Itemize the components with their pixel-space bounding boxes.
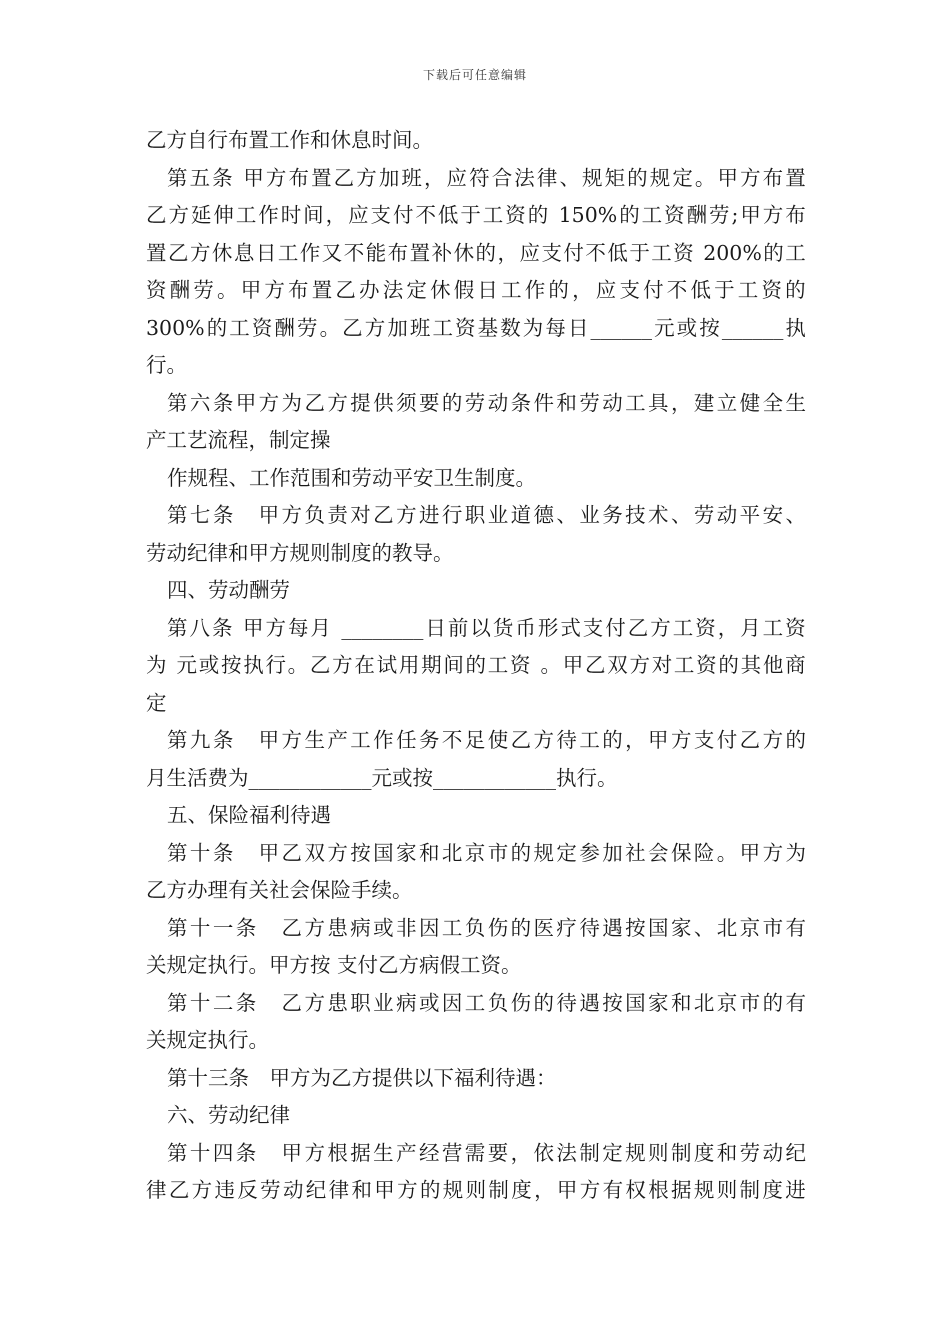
text-line: 关规定执行。甲方按 支付乙方病假工资。	[146, 953, 522, 977]
text-line: 第 五 条 甲 方 布 置 乙 方 加 班 ， 应 符 合 法 律 、 规 矩 的 规 定 。 甲 方 布 置	[167, 165, 806, 190]
text-line: 劳动纪律和甲方规则制度的教导。	[146, 540, 454, 565]
text-line: 第 十 二 条 乙 方 患 职 业 病 或 因 工 负 伤 的 待 遇 按 国 家 和 北 京 市 的 有	[167, 990, 806, 1015]
document-body	[146, 122, 806, 1210]
text-line: 第 六 条 甲 方 为 乙 方 提 供 须 要 的 劳 动 条 件 和 劳 动 工 具 ， 建 立 健 全 生	[167, 390, 806, 415]
text-line: 第 十 条 甲 乙 双 方 按 国 家 和 北 京 市 的 规 定 参 加 社 会 保 险 。 甲 方 为	[167, 840, 806, 865]
text-line: 关规定执行。	[146, 1028, 269, 1052]
text-line: 五、保险福利待遇	[167, 803, 331, 827]
text-line: 为 元 或 按 执 行 。 乙 方 在 试 用 期 间 的 工 资 。 甲 乙 双 方 对 工 资 的 其 他 商	[146, 653, 806, 677]
text-line: 四、劳动酬劳	[167, 578, 290, 602]
text-line: 300% 的 工 资 酬 劳 。 乙 方 加 班 工 资 基 数 为 每 日 ______ 元 或 按 ______ 执	[146, 315, 806, 340]
page-header-note: 下载后可任意编辑	[422, 68, 527, 82]
text-line: 六、劳动纪律	[167, 1103, 290, 1127]
text-line: 置 乙 方 休 息 日 工 作 又 不 能 布 置 补 休 的 ， 应 支 付 不 低 于 工 资 200% 的 工	[146, 240, 806, 265]
text-line: 定	[146, 690, 167, 715]
text-line: 第 九 条 甲 方 生 产 工 作 任 务 不 足 使 乙 方 待 工 的 ， 甲 方 支 付 乙 方 的	[167, 728, 806, 752]
text-line: 第 七 条 甲 方 负 责 对 乙 方 进 行 职 业 道 德 、 业 务 技 术 、 劳 动 平 安 、	[167, 503, 806, 527]
text-line: 乙方办理有关社会保险手续。	[146, 878, 413, 902]
text-line: 资 酬 劳 。 甲 方 布 置 乙 办 法 定 休 假 日 工 作 的 ， 应 支 付 不 低 于 工 资 的	[146, 278, 806, 302]
text-line: 第 十 四 条 甲 方 根 据 生 产 经 营 需 要 ， 依 法 制 定 规 则 制 度 和 劳 动 纪	[167, 1140, 806, 1165]
text-line: 第十三条 甲方为乙方提供以下福利待遇：	[167, 1065, 557, 1090]
text-line: 第 十 一 条 乙 方 患 病 或 非 因 工 负 伤 的 医 疗 待 遇 按 国 家 、 北 京 市 有	[167, 915, 806, 940]
text-line: 月生活费为____________元或按____________执行。	[146, 765, 618, 790]
text-line: 乙方自行布置工作和休息时间。	[146, 128, 433, 152]
text-line: 产工艺流程，制定操	[146, 428, 331, 452]
text-line: 作规程、工作范围和劳动平安卫生制度。	[167, 465, 536, 490]
text-line: 第 八 条 甲 方 每 月 ________ 日 前 以 货 币 形 式 支 付 乙 方 工 资 ， 月 工 资	[167, 615, 806, 640]
text-line: 乙 方 延 伸 工 作 时 间 ， 应 支 付 不 低 于 工 资 的 150% 的 工 资 酬 劳 ; 甲 方 布	[146, 203, 806, 227]
text-line: 律 乙 方 违 反 劳 动 纪 律 和 甲 方 的 规 则 制 度 ， 甲 方 有 权 根 据 规 则 制 度 进	[146, 1178, 806, 1202]
text-line: 行。	[146, 353, 187, 377]
